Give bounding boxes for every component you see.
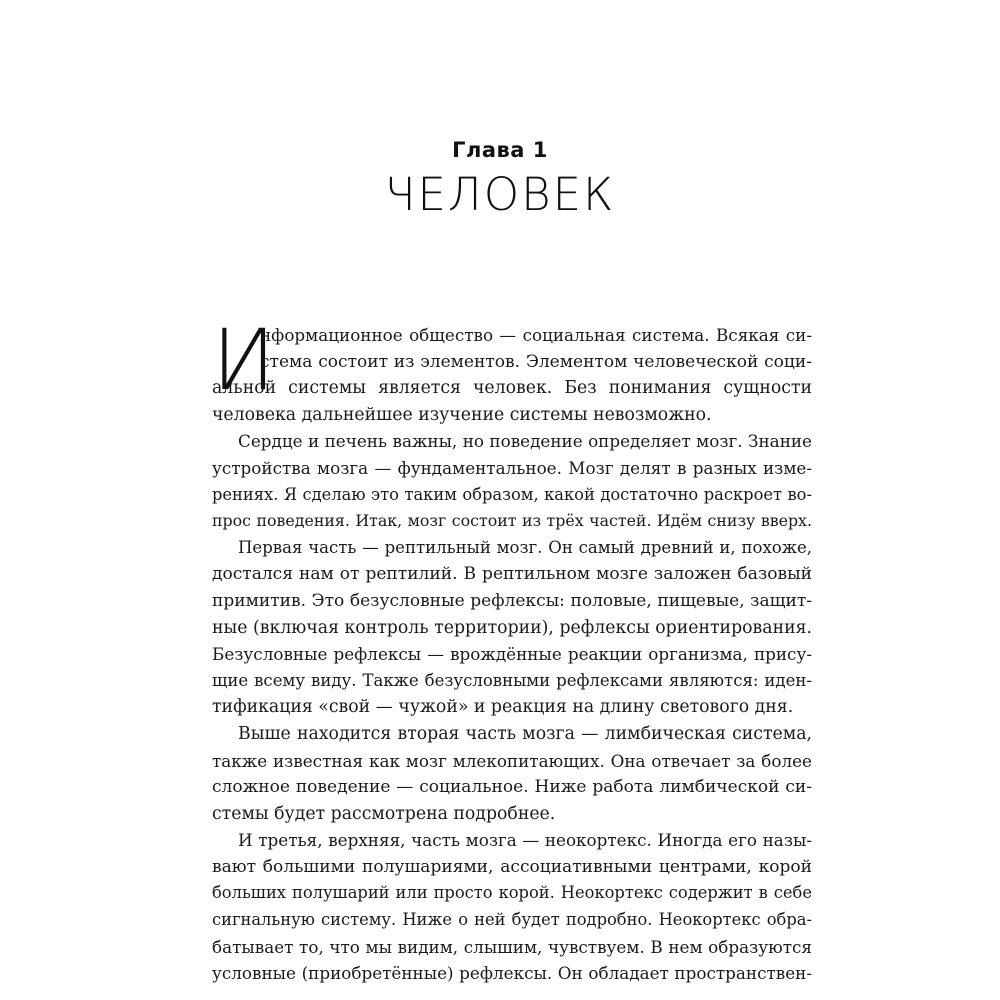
body-text xyxy=(212,311,812,987)
text-line: щие всему виду. Также безусловными рефлексами являются: иден- xyxy=(212,670,812,690)
chapter-label: Глава 1 xyxy=(452,138,548,162)
text-line: устройства мозга — фундаментальное. Мозг делят в разных изме- xyxy=(212,457,812,478)
text-line: И третья, верхняя, часть мозга — неокортекс. Иногда его назы- xyxy=(238,830,812,851)
text-line: стемы будет рассмотрена подробнее. xyxy=(212,803,556,824)
text-line: Первая часть — рептильный мозг. Он самый древний и, похоже, xyxy=(238,537,812,557)
text-line: примитив. Это безусловные рефлексы: половые, пищевые, защит- xyxy=(212,590,812,611)
text-line: человека дальнейшее изучение системы невозможно. xyxy=(212,404,712,425)
text-line: нформационное общество — социальная система. Всякая си- xyxy=(260,325,812,345)
text-line: прос поведения. Итак, мозг состоит из трёх частей. Идём снизу вверх. xyxy=(212,511,812,531)
text-line: больших полушарий или просто корой. Неокортекс содержит в себе xyxy=(212,883,812,903)
text-line: альной системы является человек. Без понимания сущности xyxy=(212,378,812,399)
text-line: Сердце и печень важны, но поведение определяет мозг. Знание xyxy=(238,431,812,452)
text-line: сигнальную систему. Ниже о ней будет подробно. Неокортекс обра- xyxy=(212,910,812,930)
text-line: сложное поведение — социальное. Ниже работа лимбической си- xyxy=(212,777,812,798)
text-line: стема состоит из элементов. Элементом человеческой соци- xyxy=(260,351,812,372)
drop-cap: И xyxy=(212,311,276,409)
text-line: батывает то, что мы видим, слышим, чувствуем. В нем образуются xyxy=(212,936,812,957)
text-line: условные (приобретённые) рефлексы. Он обладает пространствен- xyxy=(212,963,812,984)
text-line: рениях. Я сделаю это таким образом, какой достаточно раскроет во- xyxy=(212,484,812,504)
text-line: Безусловные рефлексы — врождённые реакции организма, прису- xyxy=(212,644,812,665)
text-line: также известная как мозг млекопитающих. Она отвечает за более xyxy=(212,750,812,771)
text-line: ные (включая контроль территории), рефлексы ориентирования. xyxy=(212,617,812,638)
chapter-title: ЧЕЛОВЕК xyxy=(384,168,616,221)
text-line: тификация «свой — чужой» и реакция на длину светового дня. xyxy=(212,697,794,718)
text-line: достался нам от рептилий. В рептильном мозге заложен базовый xyxy=(212,564,812,585)
text-line: вают большими полушариями, ассоциативными центрами, корой xyxy=(212,856,812,877)
text-line: Выше находится вторая часть мозга — лимбическая система, xyxy=(238,723,812,744)
